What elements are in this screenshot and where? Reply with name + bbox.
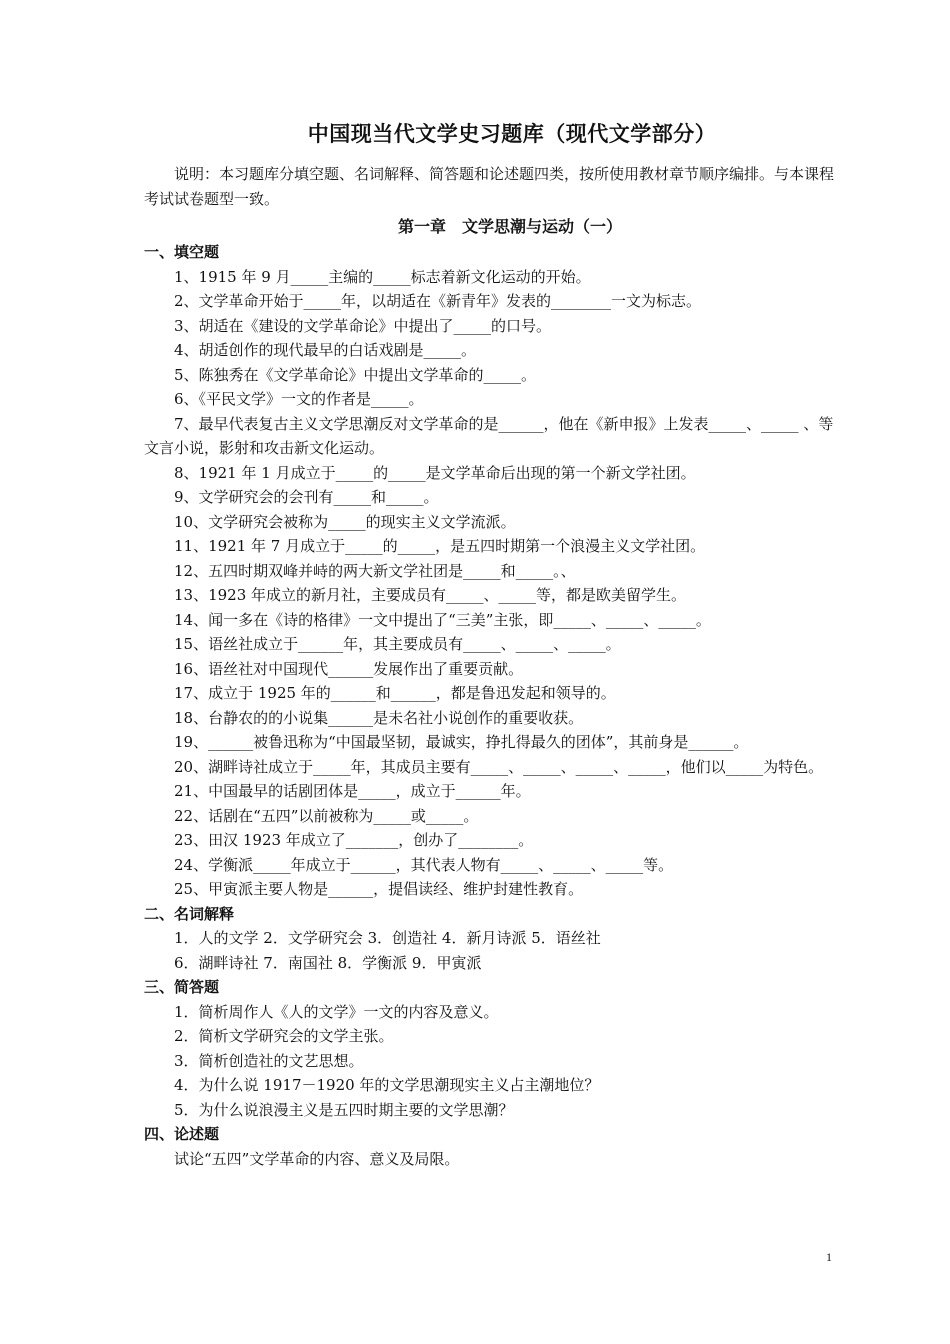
term-line: 6．湖畔诗社 7．南国社 8．学衡派 9．甲寅派 <box>174 953 482 972</box>
fill-question: 24、学衡派_____年成立于______，其代表人物有_____、_____、_____等。 <box>174 855 674 874</box>
fill-question: 16、语丝社对中国现代______发展作出了重要贡献。 <box>174 659 524 678</box>
intro-paragraph: 说明：本习题库分填空题、名词解释、简答题和论述题四类，按所使用教材章节顺序编排。与本课程考试试卷题型一致。 <box>144 165 835 208</box>
document-title: 中国现当代文学史习题库（现代文学部分） <box>307 122 717 146</box>
fill-question: 22、话剧在“五四”以前被称为_____或_____。 <box>174 806 479 825</box>
short-question: 5．为什么说浪漫主义是五四时期主要的文学思潮？ <box>174 1100 514 1119</box>
fill-question: 17、成立于 1925 年的______和______，都是鲁迅发起和领导的。 <box>174 684 616 702</box>
section-heading-essay: 四、论述题 <box>144 1125 220 1143</box>
fill-question: 11、1921 年 7 月成立于_____的_____，是五四时期第一个浪漫主义文学社团。 <box>174 537 706 555</box>
fill-question: 19、______被鲁迅称为“中国最坚韧，最诚实，挣扎得最久的团体”，其前身是______。 <box>174 733 749 751</box>
fill-question: 9、文学研究会的会刊有_____和_____。 <box>174 488 439 506</box>
chapter-heading: 第一章 文学思潮与运动（一） <box>397 217 622 236</box>
fill-question: 13、1923 年成立的新月社，主要成员有_____、_____等，都是欧美留学生。 <box>174 586 687 604</box>
fill-question: 15、语丝社成立于______年，其主要成员有_____、_____、_____。 <box>174 635 621 653</box>
term-line: 1．人的文学 2．文学研究会 3．创造社 4．新月诗派 5．语丝社 <box>174 929 601 947</box>
page-number: 1 <box>826 1250 832 1264</box>
fill-question: 21、中国最早的话剧团体是_____，成立于______年。 <box>174 782 531 800</box>
fill-question: 1、1915 年 9 月_____主编的_____标志着新文化运动的开始。 <box>174 267 591 286</box>
fill-question: 20、湖畔诗社成立于_____年，其成员主要有_____、_____、_____、_____，他们以_____为特色。 <box>174 757 824 776</box>
short-question: 1．简析周作人《人的文学》一文的内容及意义。 <box>174 1002 499 1021</box>
fill-question: 8、1921 年 1 月成立于_____的_____是文学革命后出现的第一个新文学社团。 <box>174 463 696 482</box>
fill-question: 4、胡适创作的现代最早的白话戏剧是_____。 <box>174 341 477 359</box>
section-heading-terms: 二、名词解释 <box>144 904 235 923</box>
short-question: 3．简析创造社的文艺思想。 <box>174 1051 364 1070</box>
section-heading-short: 三、简答题 <box>144 978 220 996</box>
fill-question: 3、胡适在《建设的文学革命论》中提出了_____的口号。 <box>174 316 552 335</box>
fill-question: 6、《平民文学》一文的作者是_____。 <box>174 390 424 408</box>
short-question: 4．为什么说 1917－1920 年的文学思潮现实主义占主潮地位？ <box>174 1076 600 1094</box>
fill-question: 10、文学研究会被称为_____的现实主义文学流派。 <box>174 512 516 531</box>
fill-question: 23、田汉 1923 年成立了_______，创办了________。 <box>174 831 534 849</box>
fill-question: 2、文学革命开始于_____年，以胡适在《新青年》发表的________一文为标志。 <box>174 292 702 310</box>
section-heading-fill: 一、填空题 <box>144 243 220 261</box>
fill-question: 18、台静农的的小说集______是未名社小说创作的重要收获。 <box>174 708 584 727</box>
essay-question: 试论“五四”文学革命的内容、意义及局限。 <box>174 1149 460 1168</box>
fill-question: 25、甲寅派主要人物是______，提倡读经、维护封建性教育。 <box>174 880 584 898</box>
fill-question: 7、最早代表复古主义文学思潮反对文学革命的是______，他在《新申报》上发表_____、_____ 、等文言小说，影射和攻击新文化运动。 <box>144 414 834 457</box>
fill-question: 14、闻一多在《诗的格律》一文中提出了“三美”主张，即_____、_____、_____。 <box>174 610 711 629</box>
fill-question: 12、五四时期双峰并峙的两大新文学社团是_____和_____。、 <box>174 561 576 580</box>
fill-question: 5、陈独秀在《文学革命论》中提出文学革命的_____。 <box>174 365 537 384</box>
short-question: 2．简析文学研究会的文学主张。 <box>174 1027 394 1045</box>
